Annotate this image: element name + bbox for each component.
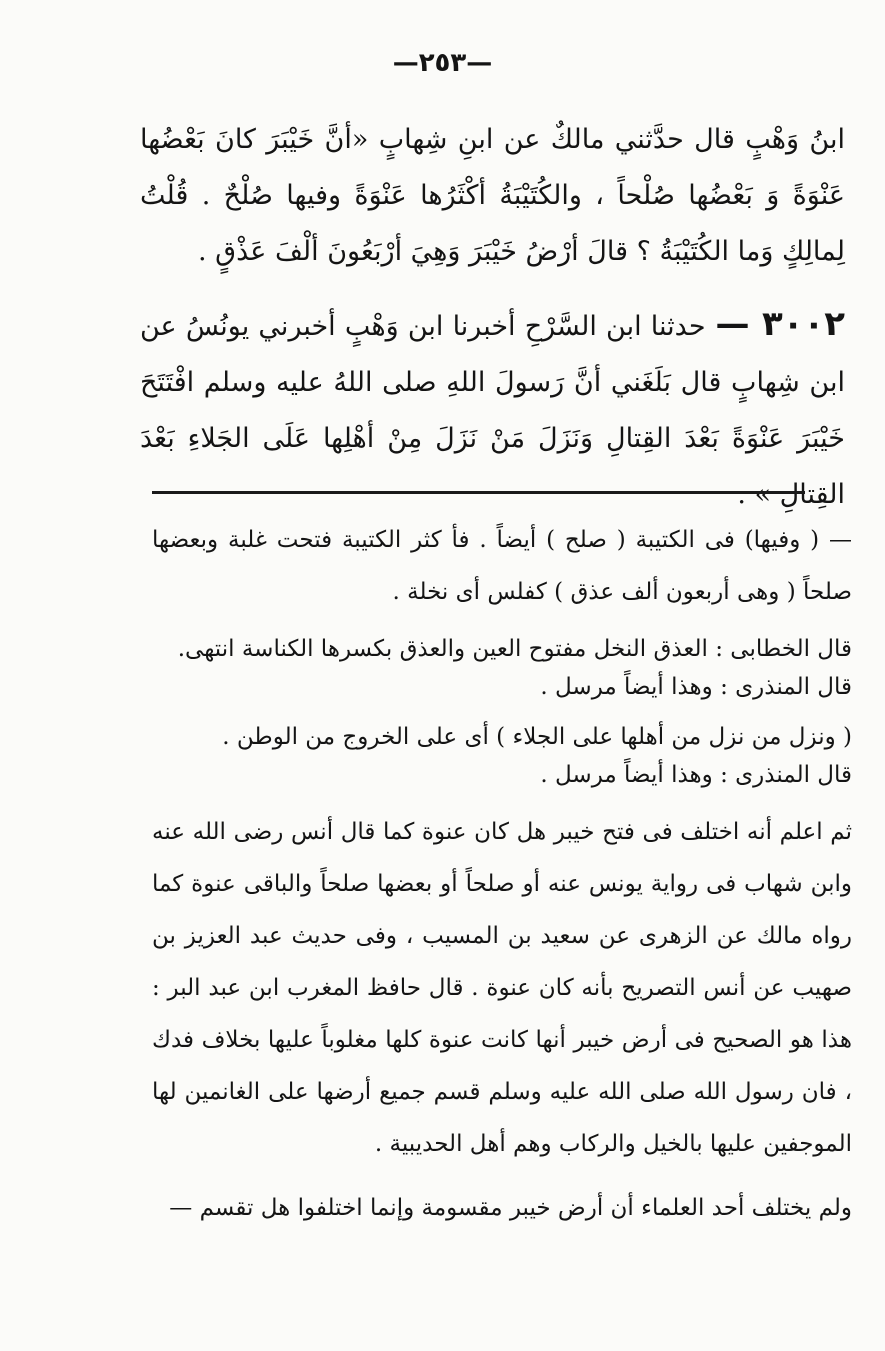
commentary-paragraph: قال المنذرى : وهذا أيضاً مرسل .	[540, 674, 852, 700]
commentary-paragraph: — ( وفيها) فى الكتيبة ( صلح ) أيضاً . فأ كثر الكتيبة فتحت غلبة وبعضها صلحاً ( وهى أربعون ألف عذق ) كفلس أى نخلة .	[152, 527, 852, 605]
hadith-text	[140, 112, 845, 523]
page-number: —٢٥٣—	[392, 48, 493, 78]
hadith-paragraph: ابنُ وَهْبٍ قال حدَّثني مالكٌ عن ابنِ شِهابٍ «أنَّ خَيْبَرَ كانَ بَعْضُها عَنْوَةً وَ بَعْضُها صُلْحاً ، والكُتَيْبَةُ أكْثَرُها عَنْوَةً وفيها صُلْحٌ . قُلْتُ لِمالِكٍ وَما الكُتَيْبَةُ ؟ قالَ أرْضُ خَيْبَرَ وَهِيَ أرْبَعُونَ ألْفَ عَذْقٍ .	[140, 124, 845, 267]
section-divider	[152, 491, 805, 494]
hadith-body: حدثنا ابن السَّرْحِ أخبرنا ابن وَهْبٍ أخبرني يونُسُ عن ابن شِهابٍ قال بَلَغَني أنَّ رَسولَ اللهِ صلى اللهُ عليه وسلم افْتَتَحَ خَيْبَرَ عَنْوَةً بَعْدَ القِتالِ وَنَزَلَ مَنْ نَزَلَ مِنْ أهْلِها عَلَى الجَلاءِ بَعْدَ القِتالِ » .	[140, 311, 845, 510]
hadith-number: ٣٠٠٢ —	[715, 304, 845, 344]
hadith-paragraph	[140, 296, 845, 523]
commentary-paragraph: ولم يختلف أحد العلماء أن أرض خيبر مقسومة وإنما اختلفوا هل تقسم —	[169, 1195, 852, 1221]
commentary-paragraph: ثم اعلم أنه اختلف فى فتح خيبر هل كان عنوة كما قال أنس رضى الله عنه وابن شهاب فى رواية يونس عنه أو صلحاً أو بعضها صلحاً والباقى عنوة كما رواه مالك عن الزهرى عن سعيد بن المسيب ، وفى حديث عبد العزيز بن صهيب عن أنس التصريح بأنه كان عنوة . قال حافظ المغرب ابن عبد البر : هذا هو الصحيح فى أرض خيبر أنها كانت عنوة كلها مغلوباً عليها بخلاف فدك ، فان رسول الله صلى الله عليه وسلم قسم جميع أرضها على الغانمين لها الموجفين عليها بالخيل والركاب وهم أهل الحديبية .	[152, 819, 852, 1157]
commentary-paragraph: قال الخطابى : العذق النخل مفتوح العين والعذق بكسرها الكناسة انتهى.	[177, 636, 852, 662]
commentary-text	[152, 514, 852, 1234]
commentary-paragraph: قال المنذرى : وهذا أيضاً مرسل .	[540, 762, 852, 788]
commentary-paragraph: ( ونزل من نزل من أهلها على الجلاء ) أى على الخروج من الوطن .	[222, 724, 852, 750]
